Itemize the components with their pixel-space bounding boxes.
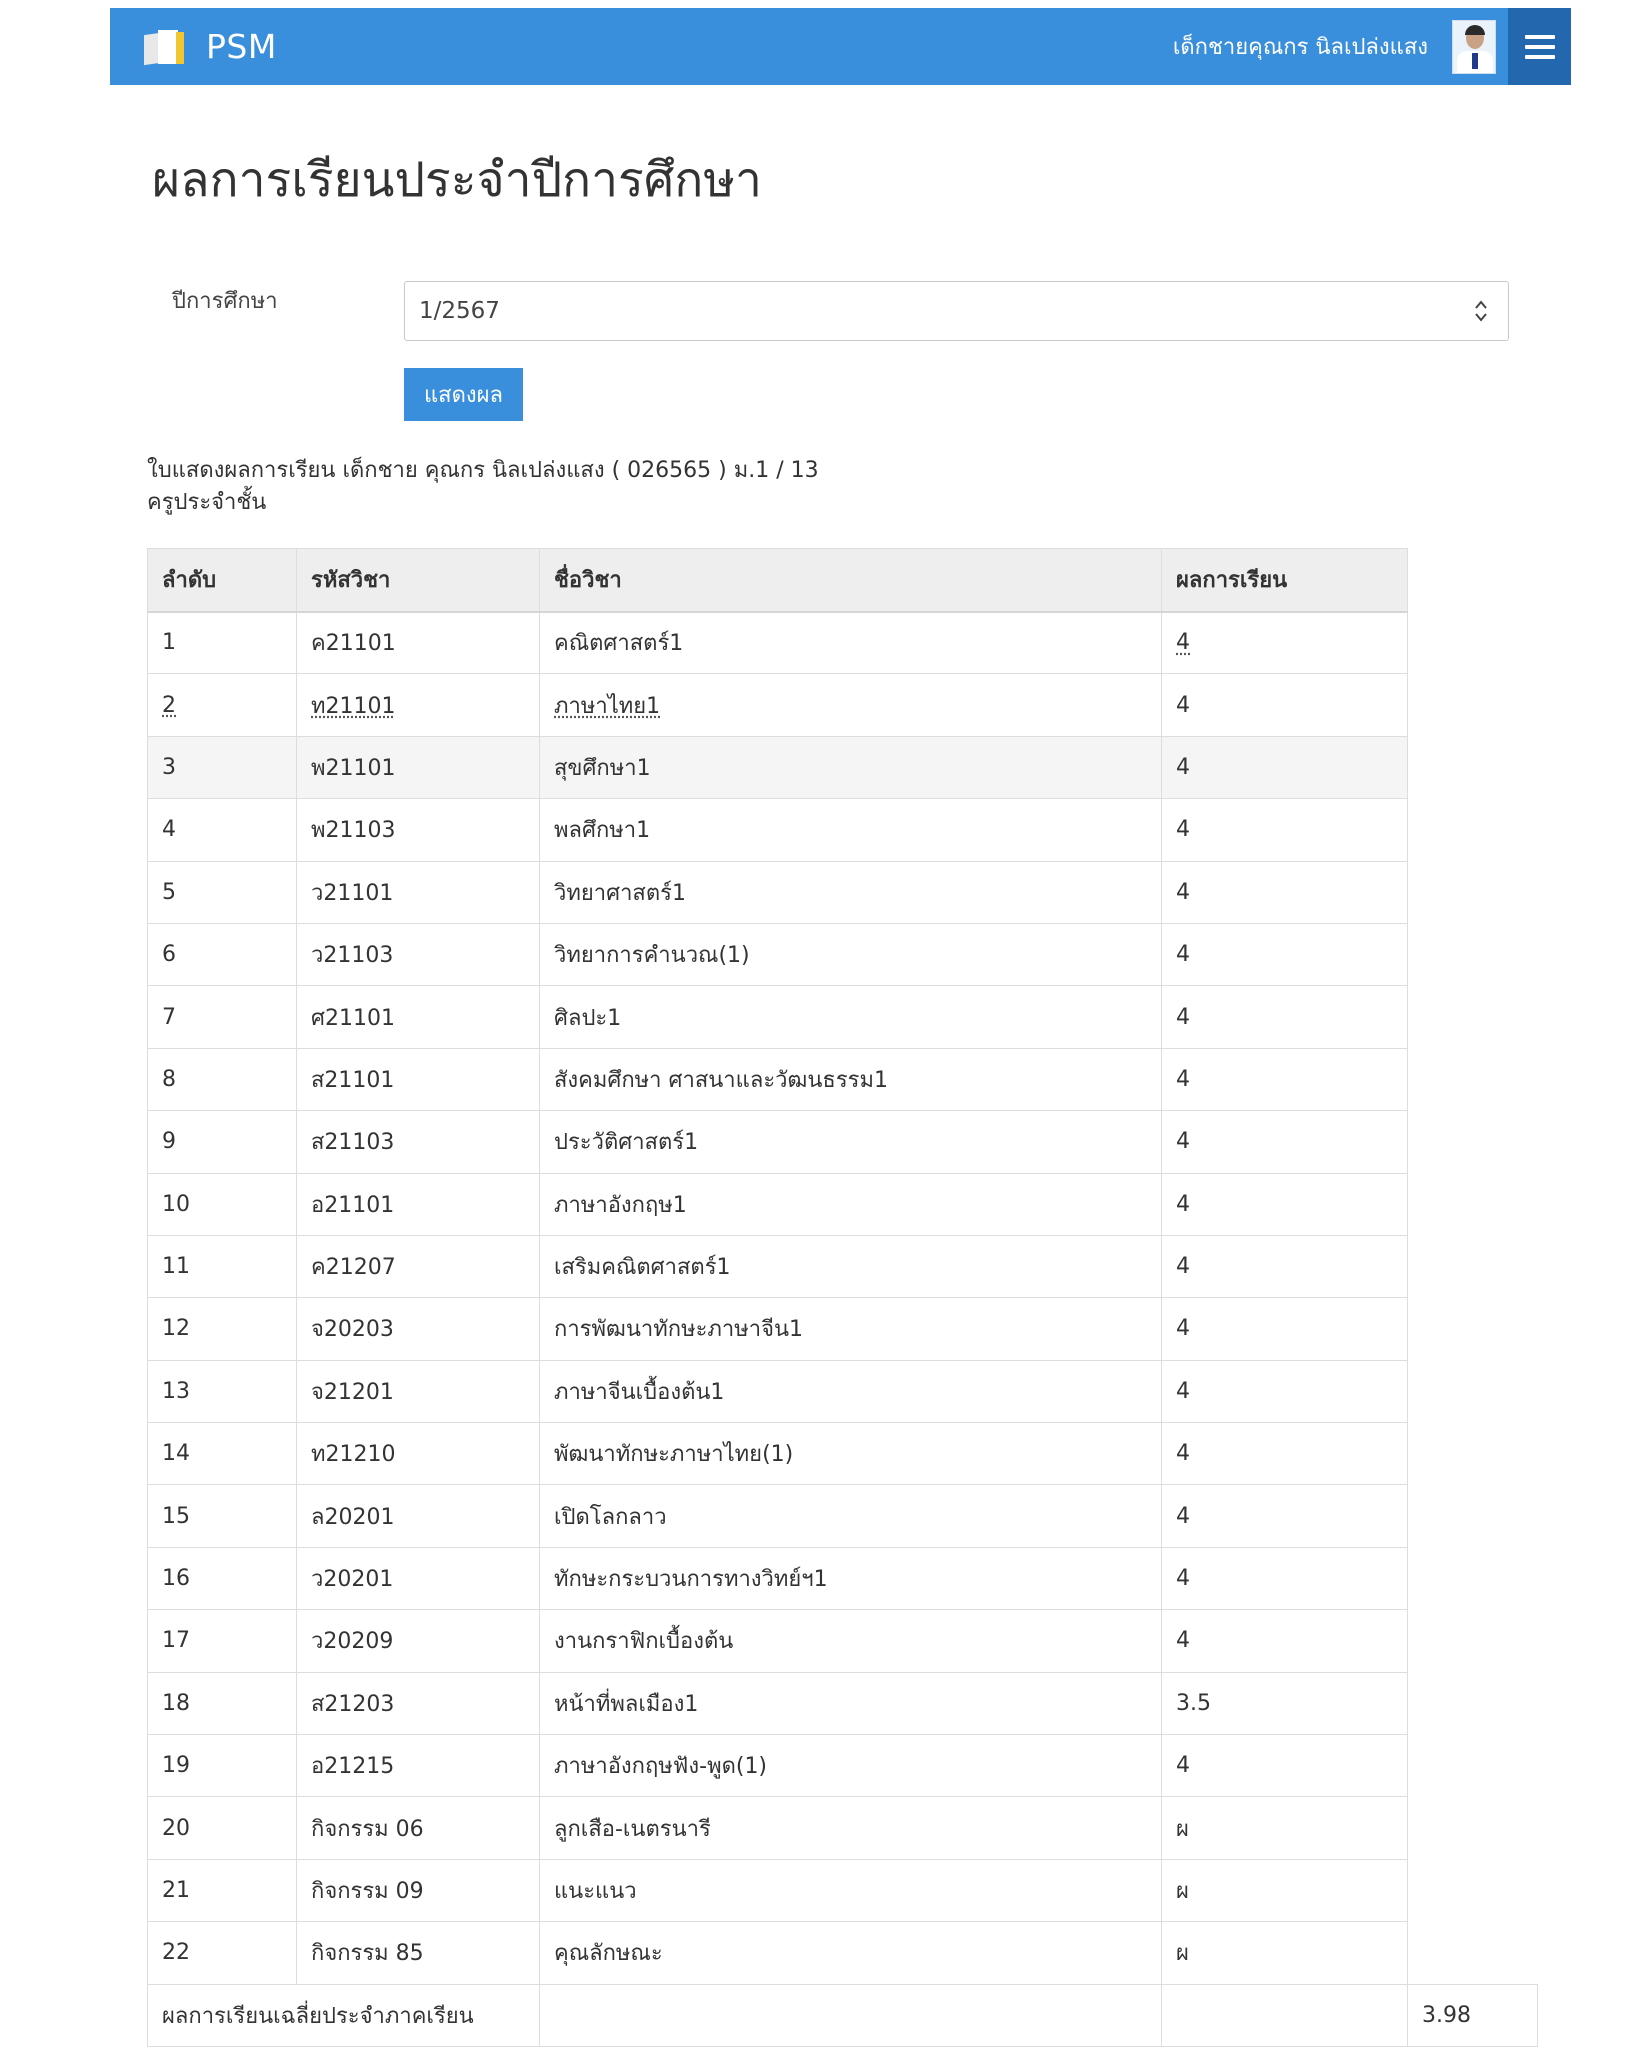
row-no: 21	[148, 1859, 297, 1921]
table-row	[148, 1735, 1538, 1797]
row-grade: 4	[1162, 1111, 1408, 1173]
table-row	[148, 1173, 1538, 1235]
row-code: ว21101	[297, 861, 540, 923]
row-name: วิทยาการคำนวณ(1)	[540, 923, 1162, 985]
user-name[interactable]: เด็กชายคุณกร นิลเปล่งแสง	[1172, 35, 1428, 60]
row-grade: 4	[1162, 1298, 1408, 1360]
table-row	[148, 1547, 1538, 1609]
table-row	[148, 923, 1538, 985]
row-code: ส21103	[297, 1111, 540, 1173]
average-value: 3.98	[1408, 1984, 1538, 2046]
row-no: 22	[148, 1922, 297, 1984]
navbar-right	[1173, 8, 1571, 85]
table-row	[148, 1797, 1538, 1859]
table-row	[148, 861, 1538, 923]
row-no: 14	[148, 1423, 297, 1485]
year-label: ปีการศึกษา	[172, 289, 278, 314]
row-name: แนะแนว	[540, 1859, 1162, 1921]
row-code: ว20201	[297, 1547, 540, 1609]
row-code: ศ21101	[297, 986, 540, 1048]
row-name: เสริมคณิตศาสตร์1	[540, 1235, 1162, 1297]
row-grade: 4	[1162, 1173, 1408, 1235]
row-name: คณิตศาสตร์1	[540, 612, 1162, 674]
row-no: 17	[148, 1610, 297, 1672]
average-label: ผลการเรียนเฉลี่ยประจำภาคเรียน	[148, 1984, 540, 2046]
row-name: หน้าที่พลเมือง1	[540, 1672, 1162, 1734]
report-header: ใบแสดงผลการเรียน เด็กชาย คุณกร นิลเปล่งแสง ( 026565 ) ม.1 / 13	[147, 458, 819, 483]
row-grade: ผ	[1162, 1797, 1408, 1859]
year-select-value: 1/2567	[419, 298, 500, 324]
year-select[interactable]	[404, 281, 1509, 341]
row-no: 2	[148, 674, 297, 736]
row-grade: 4	[1162, 1360, 1408, 1422]
row-no: 7	[148, 986, 297, 1048]
row-name: วิทยาศาสตร์1	[540, 861, 1162, 923]
header-no: ลำดับ	[148, 549, 297, 612]
table-row	[148, 612, 1538, 674]
row-code: ท21101	[297, 674, 540, 736]
hamburger-menu-button[interactable]	[1508, 8, 1571, 85]
row-grade: 4	[1162, 1735, 1408, 1797]
row-grade: 4	[1162, 674, 1408, 736]
table-row	[148, 986, 1538, 1048]
table-row	[148, 736, 1538, 798]
row-no: 8	[148, 1048, 297, 1110]
row-grade: ผ	[1162, 1922, 1408, 1984]
header-name: ชื่อวิชา	[540, 549, 1162, 612]
row-no: 10	[148, 1173, 297, 1235]
chevron-updown-icon	[1474, 298, 1488, 324]
table-header-row	[148, 549, 1538, 612]
row-name: ลูกเสือ-เนตรนารี	[540, 1797, 1162, 1859]
row-grade: 4	[1162, 736, 1408, 798]
row-code: ส21203	[297, 1672, 540, 1734]
row-code: ค21207	[297, 1235, 540, 1297]
row-name: ภาษาจีนเบื้องต้น1	[540, 1360, 1162, 1422]
row-grade: 4	[1162, 799, 1408, 861]
grades-body	[148, 612, 1538, 1985]
row-no: 12	[148, 1298, 297, 1360]
row-code: อ21215	[297, 1735, 540, 1797]
row-name: พลศึกษา1	[540, 799, 1162, 861]
row-code: จ20203	[297, 1298, 540, 1360]
row-no: 6	[148, 923, 297, 985]
row-grade: 4	[1162, 861, 1408, 923]
row-name: ทักษะกระบวนการทางวิทย์ฯ1	[540, 1547, 1162, 1609]
row-no: 11	[148, 1235, 297, 1297]
table-row	[148, 799, 1538, 861]
row-no: 20	[148, 1797, 297, 1859]
row-grade: 4	[1162, 1423, 1408, 1485]
show-result-button[interactable]: แสดงผล	[404, 368, 523, 421]
homeroom-teacher: ครูประจำชั้น	[147, 490, 267, 515]
row-name: เปิดโลกลาว	[540, 1485, 1162, 1547]
row-code: กิจกรรม 09	[297, 1859, 540, 1921]
row-no: 4	[148, 799, 297, 861]
header-code: รหัสวิชา	[297, 549, 540, 612]
table-row	[148, 1859, 1538, 1921]
row-code: กิจกรรม 85	[297, 1922, 540, 1984]
row-grade: 4	[1162, 1048, 1408, 1110]
row-no: 3	[148, 736, 297, 798]
row-grade: ผ	[1162, 1859, 1408, 1921]
top-navbar	[110, 8, 1571, 85]
row-grade: 4	[1162, 986, 1408, 1048]
row-code: ว21103	[297, 923, 540, 985]
row-grade: 4	[1162, 1235, 1408, 1297]
row-no: 18	[148, 1672, 297, 1734]
avatar[interactable]	[1452, 20, 1496, 74]
page-title: ผลการเรียนประจำปีการศึกษา	[152, 152, 762, 208]
row-name: พัฒนาทักษะภาษาไทย(1)	[540, 1423, 1162, 1485]
row-code: อ21101	[297, 1173, 540, 1235]
row-name: ภาษาไทย1	[540, 674, 1162, 736]
row-code: จ21201	[297, 1360, 540, 1422]
average-row	[148, 1984, 1538, 2046]
row-no: 9	[148, 1111, 297, 1173]
table-row	[148, 1672, 1538, 1734]
table-row	[148, 1298, 1538, 1360]
grades-table	[147, 548, 1538, 2047]
row-grade: 4	[1162, 1610, 1408, 1672]
row-grade: 4	[1162, 1547, 1408, 1609]
row-name: สังคมศึกษา ศาสนาและวัฒนธรรม1	[540, 1048, 1162, 1110]
row-grade: 4	[1162, 1485, 1408, 1547]
brand-link[interactable]	[144, 27, 277, 66]
row-no: 15	[148, 1485, 297, 1547]
row-grade: 4	[1162, 612, 1408, 674]
table-row	[148, 674, 1538, 736]
row-name: คุณลักษณะ	[540, 1922, 1162, 1984]
header-grade: ผลการเรียน	[1162, 549, 1408, 612]
table-row	[148, 1235, 1538, 1297]
row-name: ศิลปะ1	[540, 986, 1162, 1048]
table-row	[148, 1922, 1538, 1984]
row-no: 19	[148, 1735, 297, 1797]
row-grade: 4	[1162, 923, 1408, 985]
row-name: ประวัติศาสตร์1	[540, 1111, 1162, 1173]
table-row	[148, 1610, 1538, 1672]
book-logo-icon	[144, 28, 186, 66]
row-no: 16	[148, 1547, 297, 1609]
hamburger-menu-icon	[1525, 35, 1555, 39]
row-grade: 3.5	[1162, 1672, 1408, 1734]
row-name: งานกราฟิกเบื้องต้น	[540, 1610, 1162, 1672]
row-code: ท21210	[297, 1423, 540, 1485]
row-name: ภาษาอังกฤษ1	[540, 1173, 1162, 1235]
row-name: สุขศึกษา1	[540, 736, 1162, 798]
table-row	[148, 1360, 1538, 1422]
brand-name: PSM	[206, 27, 277, 66]
table-row	[148, 1485, 1538, 1547]
row-code: ล20201	[297, 1485, 540, 1547]
row-no: 5	[148, 861, 297, 923]
row-code: กิจกรรม 06	[297, 1797, 540, 1859]
row-code: ค21101	[297, 612, 540, 674]
table-row	[148, 1423, 1538, 1485]
row-name: การพัฒนาทักษะภาษาจีน1	[540, 1298, 1162, 1360]
table-row	[148, 1048, 1538, 1110]
row-no: 13	[148, 1360, 297, 1422]
row-code: พ21101	[297, 736, 540, 798]
row-no: 1	[148, 612, 297, 674]
row-code: ว20209	[297, 1610, 540, 1672]
row-name: ภาษาอังกฤษฟัง-พูด(1)	[540, 1735, 1162, 1797]
row-code: พ21103	[297, 799, 540, 861]
table-row	[148, 1111, 1538, 1173]
row-code: ส21101	[297, 1048, 540, 1110]
